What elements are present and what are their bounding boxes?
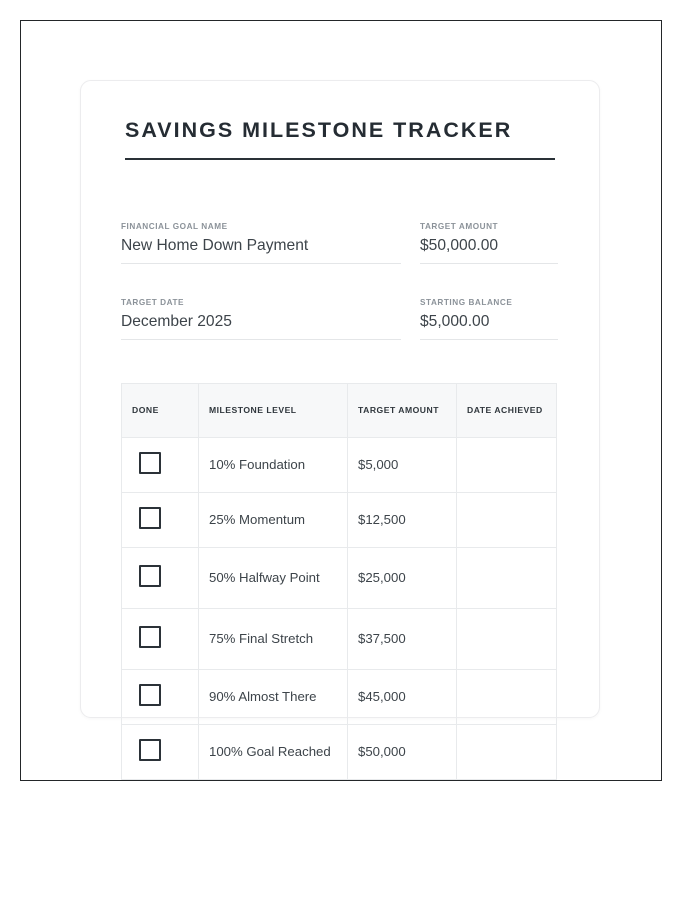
cell-date-achieved[interactable] [457, 725, 557, 780]
cell-done [122, 609, 199, 670]
table-row [122, 725, 557, 780]
table-row [122, 548, 557, 609]
cell-done [122, 725, 199, 780]
cell-done [122, 548, 199, 609]
field-underline [420, 263, 558, 264]
cell-target-amount: $37,500 [348, 609, 457, 670]
cell-target-amount: $12,500 [348, 493, 457, 548]
milestone-table [121, 383, 557, 780]
field-underline [121, 263, 401, 264]
cell-done [122, 493, 199, 548]
table-header-row [122, 384, 557, 438]
table-body [122, 438, 557, 780]
field-label: FINANCIAL GOAL NAME [121, 222, 228, 231]
field-starting-balance[interactable] [420, 298, 558, 340]
field-value[interactable]: $50,000.00 [420, 236, 499, 254]
cell-done [122, 438, 199, 493]
field-target-amount[interactable] [420, 222, 558, 264]
title-block [125, 118, 555, 160]
cell-target-amount: $5,000 [348, 438, 457, 493]
field-label: TARGET DATE [121, 298, 185, 307]
cell-done [122, 670, 199, 725]
table-row [122, 609, 557, 670]
cell-target-amount: $25,000 [348, 548, 457, 609]
table-head [122, 384, 557, 438]
cell-milestone-level: 75% Final Stretch [199, 609, 348, 670]
field-underline [420, 339, 558, 340]
cell-target-amount: $50,000 [348, 725, 457, 780]
cell-date-achieved[interactable] [457, 609, 557, 670]
title-divider [125, 158, 555, 160]
table-row [122, 438, 557, 493]
field-financial-goal-name[interactable] [121, 222, 401, 264]
field-value[interactable]: December 2025 [121, 312, 232, 330]
cell-milestone-level: 50% Halfway Point [199, 548, 348, 609]
milestone-checkbox[interactable] [139, 739, 161, 761]
field-value[interactable]: $5,000.00 [420, 312, 490, 330]
column-header-date: DATE ACHIEVED [457, 384, 557, 438]
field-underline [121, 339, 401, 340]
milestone-checkbox[interactable] [139, 626, 161, 648]
field-target-date[interactable] [121, 298, 401, 340]
field-label: STARTING BALANCE [420, 298, 513, 307]
page-title: SAVINGS MILESTONE TRACKER [125, 118, 513, 142]
cell-milestone-level: 100% Goal Reached [199, 725, 348, 780]
cell-date-achieved[interactable] [457, 670, 557, 725]
table-row [122, 670, 557, 725]
column-header-amount: TARGET AMOUNT [348, 384, 457, 438]
cell-date-achieved[interactable] [457, 438, 557, 493]
cell-milestone-level: 10% Foundation [199, 438, 348, 493]
milestone-checkbox[interactable] [139, 684, 161, 706]
milestone-checkbox[interactable] [139, 452, 161, 474]
column-header-level: MILESTONE LEVEL [199, 384, 348, 438]
field-label: TARGET AMOUNT [420, 222, 499, 231]
cell-date-achieved[interactable] [457, 548, 557, 609]
field-value[interactable]: New Home Down Payment [121, 236, 309, 254]
column-header-done: DONE [122, 384, 199, 438]
cell-target-amount: $45,000 [348, 670, 457, 725]
milestone-checkbox[interactable] [139, 507, 161, 529]
cell-date-achieved[interactable] [457, 493, 557, 548]
cell-milestone-level: 25% Momentum [199, 493, 348, 548]
milestone-checkbox[interactable] [139, 565, 161, 587]
cell-milestone-level: 90% Almost There [199, 670, 348, 725]
table-row [122, 493, 557, 548]
